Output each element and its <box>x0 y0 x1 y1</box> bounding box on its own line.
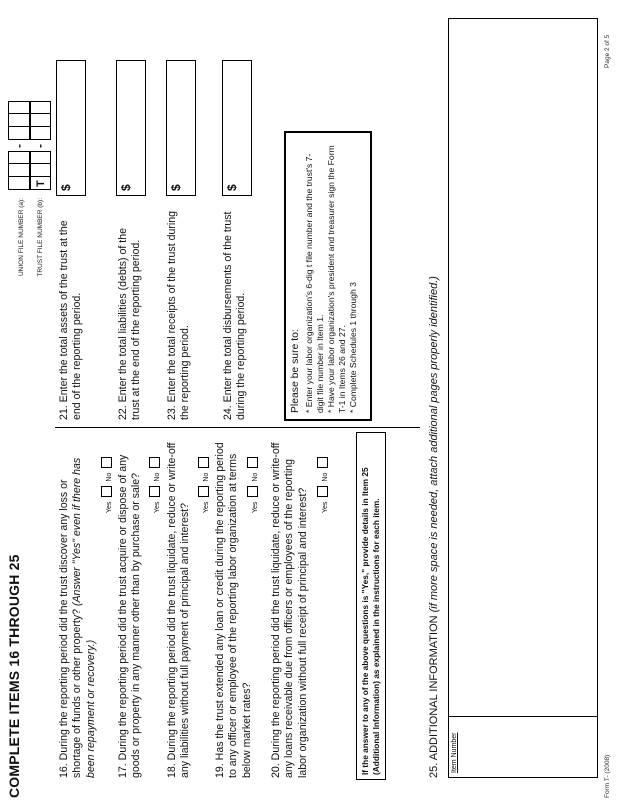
question-21: 21. Enter the total assets of the trust at the end of the reporting period. <box>58 220 84 420</box>
total-receipts-input[interactable] <box>166 60 196 196</box>
total-disbursements-input[interactable] <box>222 60 252 196</box>
q17-yes-checkbox[interactable] <box>149 486 160 497</box>
question-19: 19. Has the trust extended any loan or credit during the reporting period to any officer or employee of the reporting labor organization at terms below market rates? <box>214 442 253 778</box>
q20-yes-checkbox[interactable] <box>317 486 328 497</box>
union-file-number-box[interactable] <box>8 151 30 190</box>
reminder-box <box>284 131 372 421</box>
question-19-answer: Yes No <box>244 457 262 513</box>
question-18: 18. During the reporting period did the trust liquidate, reduce or write-off any liabilities without full payment of principal and interest? <box>166 442 192 778</box>
q16-yes-checkbox[interactable] <box>101 486 112 497</box>
q20-no-checkbox[interactable] <box>317 457 328 468</box>
q18-no-checkbox[interactable] <box>198 457 209 468</box>
trust-prefix: T <box>35 180 47 187</box>
union-file-number-box-2[interactable] <box>8 101 30 140</box>
q19-no-checkbox[interactable] <box>247 457 258 468</box>
reminder-list <box>304 138 359 413</box>
question-16: 16. During the reporting period did the trust discover any loss or shortage of funds or other property? (Answer "Yes" even if there has been repayment or recovery.) <box>58 457 97 778</box>
trust-file-number-box-2[interactable] <box>30 101 51 140</box>
dollar-sign: $ <box>119 184 133 191</box>
additional-info-box[interactable] <box>448 18 598 778</box>
dollar-sign: $ <box>169 184 183 191</box>
q16-no-checkbox[interactable] <box>101 457 112 468</box>
question-17: 17. During the reporting period did the trust acquire or dispose of any goods or property in any manner other than by purchase or sale? <box>117 454 143 778</box>
question-18-answer: Yes No <box>195 457 213 513</box>
q17-no-checkbox[interactable] <box>149 457 160 468</box>
q18-yes-checkbox[interactable] <box>198 486 209 497</box>
yes-note-text: If the answer to any of the above questions is "Yes," provide details in Item 25 (Additional Information) as explained in the instructions for each item. <box>360 467 381 775</box>
question-22: 22. Enter the total liabilities (debts) of the trust at the end of the reporting period. <box>117 228 143 420</box>
trust-file-number-box[interactable] <box>30 151 51 190</box>
trust-file-label: TRUST FILE NUMBER (b): <box>37 198 44 277</box>
dollar-sign: $ <box>59 184 73 191</box>
total-assets-input[interactable] <box>56 60 86 196</box>
additional-info-heading: 25. ADDITIONAL INFORMATION (if more space is needed, attach additional pages properly identified.) <box>428 276 440 778</box>
question-20-answer: Yes No <box>314 457 332 513</box>
page-title: COMPLETE ITEMS 16 THROUGH 25 <box>6 554 22 798</box>
reminder-item: * Enter your labor organization's 6-dig t file number and the trust's 7-digit file number in Item 1. <box>304 153 325 413</box>
page-number: Page 2 of 5 <box>604 34 611 68</box>
question-23: 23. Enter the total receipts of the trust during the reporting period. <box>166 210 192 420</box>
yes-note-box <box>356 432 386 780</box>
question-24: 24. Enter the total disbursements of the trust during the reporting period. <box>222 211 248 420</box>
union-file-label: UNION FILE NUMBER (a): <box>18 198 25 277</box>
item-number-label: Item Number <box>451 732 458 773</box>
dollar-sign: $ <box>225 184 239 191</box>
column-divider <box>55 427 420 428</box>
question-17-answer: Yes No <box>146 457 164 513</box>
union-file-dash: - <box>12 144 26 148</box>
trust-file-dash: - <box>33 144 47 148</box>
reminder-item: * Complete Schedules 1 through 3 <box>348 282 358 413</box>
question-20: 20. During the reporting period did the trust liquidate, reduce or write-off any loans receivable due from officers or employees of the reporting labor organization without full receipt of principal and interest? <box>270 442 309 778</box>
question-16-answer: Yes No <box>98 457 116 513</box>
reminder-heading: Please be sure to: <box>290 329 301 413</box>
q19-yes-checkbox[interactable] <box>247 486 258 497</box>
form-version: Form T- (2008) <box>604 754 611 798</box>
reminder-item: * Have your labor organization's president and treasurer sign the Form T-1 in Items 26 and 27. <box>326 145 347 413</box>
total-liabilities-input[interactable] <box>116 60 146 196</box>
